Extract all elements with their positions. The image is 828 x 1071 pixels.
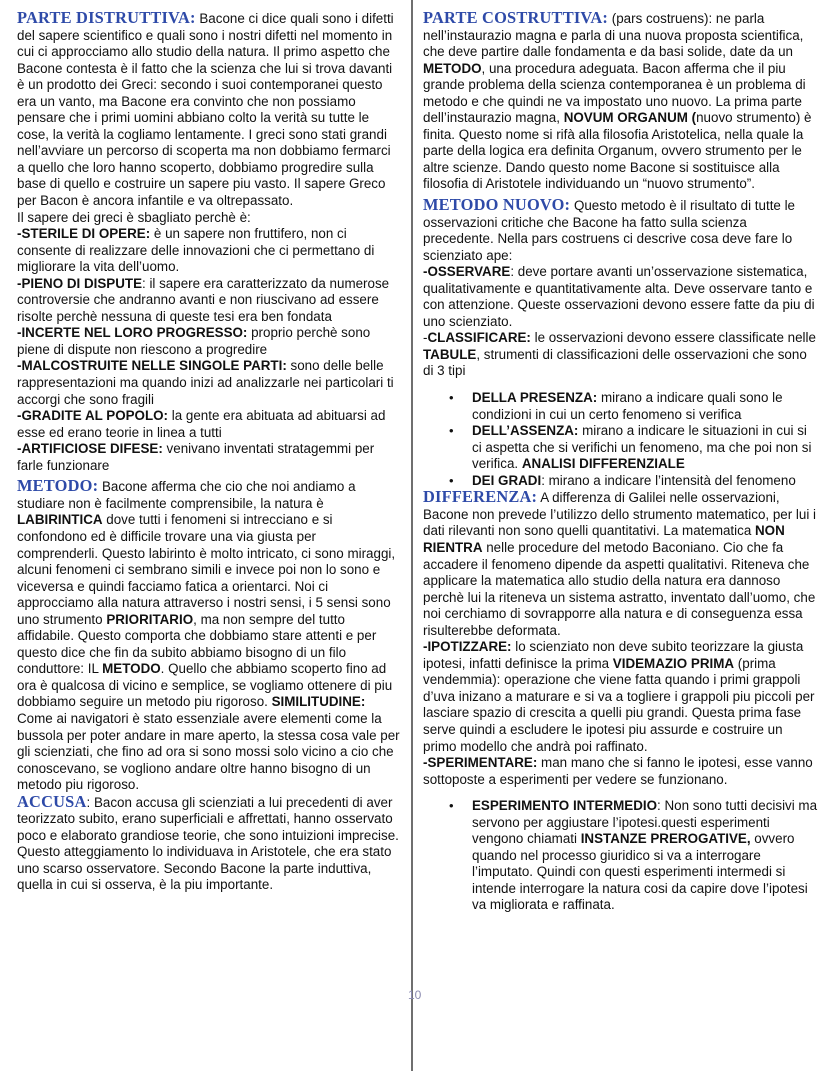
esperimento-list xyxy=(423,798,818,914)
list-item: • DELL’ASSENZA: mirano a indicare le situazioni in cui si ci aspetta che si verifichi un fenomeno, ma che poi non si verifica. ANALISI DIFFERENZIALE xyxy=(472,423,818,473)
paragraph-parte-distruttiva: PARTE DISTRUTTIVA: Bacone ci dice quali sono i difetti del sapere scientifico e quali sono i nostri difetti nel momento in cui ci approcciamo allo studio della natura. Il primo aspetto che Bacone contesta è il fatto che la scienza che lui si trova davanti è un prodotto dei Greci: secondo i suoi contemporanei questo era un vanto, ma Bacone era convinto che non possiamo pensare che i primi uomini abbiano colto la verità su tutte le cose, la verità la cogliamo lentamente. I greci sono stati grandi nell’avviare un percorso di scoperta ma non dobbiamo fermarci a quello che loro hanno scoperto, dobbiamo progredire sulla base di quello e costruire un sapere piu vasto. Il sapere Greco per Bacon è ancora infantile e va oltrepassato. xyxy=(17,8,394,209)
left-column xyxy=(17,10,400,894)
paragraph-metodo: METODO: Bacone afferma che cio che noi andiamo a studiare non è facilmente comprensibile, la natura è LABIRINTICA dove tutti i fenomeni si intrecciano e si confondono ed è difficile trovare una via giusta per comprenderli. Questo labirinto è molto intricato, ci sono miraggi, alcuni fenomeni ci sembrano simili e invece poi non lo sono e viceversa e quindi facciamo fatica a orientarci. Noi ci approcciamo alla natura attraverso i nostri sensi, i 5 sensi sono uno strumento PRIORITARIO, ma non sempre del tutto affidabile. Questo comporta che dobbiamo stare attenti e per questo dice che fin da subito abbiamo bisogno di un filo conduttore: IL METODO. Quello che abbiamo scoperto fino ad ora è qualcosa di vicino e semplice, se vogliamo ottenere di piu dobbiamo seguire un metodo piu rigoroso. SIMILITUDINE: Come ai navigatori è stato essenziale avere elementi come la bussola per poter andare in mare aperto, la stessa cosa vale per gli scienziati, che fino ad ora si sono mossi solo vicino a cio che conoscevano, se vogliono andare oltre hanno bisogno di un metodo piu rigoroso. xyxy=(17,476,400,793)
list-item: • DEI GRADI: mirano a indicare l’intensità del fenomeno xyxy=(472,473,818,490)
paragraph-accusa: ACCUSA: Bacon accusa gli scienziati a lui precedenti di aver teorizzato subito, erano superficiali e affrettati, hanno osservato poco e elaborato grandiose teorie, che sono intuizioni imprecise. Questo atteggiamento lo individuava in Aristotele, che era stato uno scarso osservatore. Secondo Bacone la parte induttiva, quella in cui si osserva, è la piu importante. xyxy=(17,791,399,893)
right-column xyxy=(423,10,818,914)
paragraph-sapere-greci: Il sapere dei greci è sbagliato perchè è: xyxy=(17,209,251,225)
paragraph-parte-costruttiva: PARTE COSTRUTTIVA: (pars costruens): ne parla nell’instaurazio magna e parla di una nuova proposta scientifica, che deve partire dalle fondamenta e da basi solide, date da un METODO, una procedura adeguata. Bacon afferma che il piu grande problema della scienza contemporanea è un problema di metodo e che quindi ne va impostato uno nuovo. La prima parte dell’instaurazio magna, NOVUM ORGANUM (nuovo strumento) è finita. Questo nome si rifà alla filosofia Aristotelica, nella quale la parte della logica era definita Organum, ovvero strumento per le altre scienze. Dando questo nome Bacone si sostituisce alla filosofia di Aristotele individuando un “nuovo strumento”. xyxy=(423,8,812,192)
list-item: • ESPERIMENTO INTERMEDIO: Non sono tutti decisivi ma servono per aggiustare l’ipotesi.questi esperimenti vengono chiamati INSTANZE PREROGATIVE, ovvero quando nel processo giuridico si va a interrogare l’imputato. Quindi con questi esperimenti intermedi si intende interrogare la natura cosi da capire dove l’ipotesi va migliorata e raffinata. xyxy=(472,798,818,914)
list-item: -STERILE DI OPERE: è un sapere non fruttifero, non ci consente di realizzare delle innovazioni che ci permettano di migliorare la vita dell’uomo. xyxy=(17,226,375,275)
paragraph-classificare: -CLASSIFICARE: le osservazioni devono essere classificate nelle TABULE, strumenti di classificazioni delle osservazioni che sono di 3 tipi xyxy=(423,330,816,379)
tabule-list xyxy=(423,390,818,489)
paragraph-ipotizzare: -IPOTIZZARE: lo scienziato non deve subito teorizzare la giusta ipotesi, infatti definisce la prima VIDEMAZIO PRIMA (prima vendemmia): operazione che viene fatta quando i primi grappoli d’uva inizano a maturare e si va a togliere i grappoli piu piccoli per lasciare spazio di crescita a quelli piu grandi. Questa prima fase serve quindi a escludere le ipotesi piu assurde e costruire un primo modello che andrà poi raffinato. xyxy=(423,639,815,754)
heading-parte-distruttiva: PARTE DISTRUTTIVA: xyxy=(17,8,196,27)
list-item: -PIENO DI DISPUTE: il sapere era caratterizzato da numerose controversie che andranno avanti e non riuscivano ad essere risolte perchè nessuna di queste tesi era ben fondata xyxy=(17,275,390,324)
paragraph-osservare: -OSSERVARE: deve portare avanti un’osservazione sistematica, qualitativamente e quantitativamente alta. Deve osservare tanto e con attenzione. Queste osservazioni devono essere fatte da piu di uno scienziato. xyxy=(423,264,815,329)
paragraph-metodo-nuovo: METODO NUOVO: Questo metodo è il risultato di tutte le osservazioni critiche che Bacone ha fatto sulla scienza precedente. Nella pars costruens ci descrive cosa deve fare lo scienziato ape: xyxy=(423,195,796,263)
heading-accusa: ACCUSA xyxy=(17,791,87,811)
heading-parte-costruttiva: PARTE COSTRUTTIVA: xyxy=(423,8,609,27)
paragraph-sperimentare: -SPERIMENTARE: man mano che si fanno le ipotesi, esse vanno sottoposte a esperimenti per vedere se funzionano. xyxy=(423,755,813,787)
heading-differenza: DIFFERENZA: xyxy=(423,487,538,507)
list-item: • DELLA PRESENZA: mirano a indicare quali sono le condizioni in cui un certo fenomeno si verifica xyxy=(472,390,818,423)
heading-metodo-nuovo: METODO NUOVO: xyxy=(423,195,571,215)
list-item: -MALCOSTRUITE NELLE SINGOLE PARTI: sono delle belle rappresentazioni ma quando inizi ad analizzarle nei particolari ti accorgi che sono fragili xyxy=(17,358,394,407)
heading-metodo: METODO: xyxy=(17,476,99,496)
list-item: -INCERTE NEL LORO PROGRESSO: proprio perchè sono piene di dispute non riescono a progredire xyxy=(17,325,371,357)
page-number: 10 xyxy=(408,988,422,1002)
list-item: -GRADITE AL POPOLO: la gente era abituata ad abituarsi ad esse ed erano teorie in linea a tutti xyxy=(17,408,386,440)
list-item: -ARTIFICIOSE DIFESE: venivano inventati stratagemmi per farle funzionare xyxy=(17,441,375,473)
paragraph-differenza: DIFFERENZA: A differenza di Galilei nelle osservazioni, Bacone non prevede l’utilizzo dello strumento matematico, per lui i dati rilevanti non sono quelli quantitativi. La matematica NON RIENTRA nelle procedure del metodo Baconiano. Cio che fa accadere il fenomeno dipende da aspetti qualitativi. Riteneva che applicare la matematica allo studio della natura era dannoso perchè lui la riteneva un sistema astratto, inventato dall’uomo, che noi cerchiamo di sovrapporre alla natura e di conseguenza essa risulterebbe deformata. xyxy=(423,487,816,638)
column-divider xyxy=(411,0,413,1071)
